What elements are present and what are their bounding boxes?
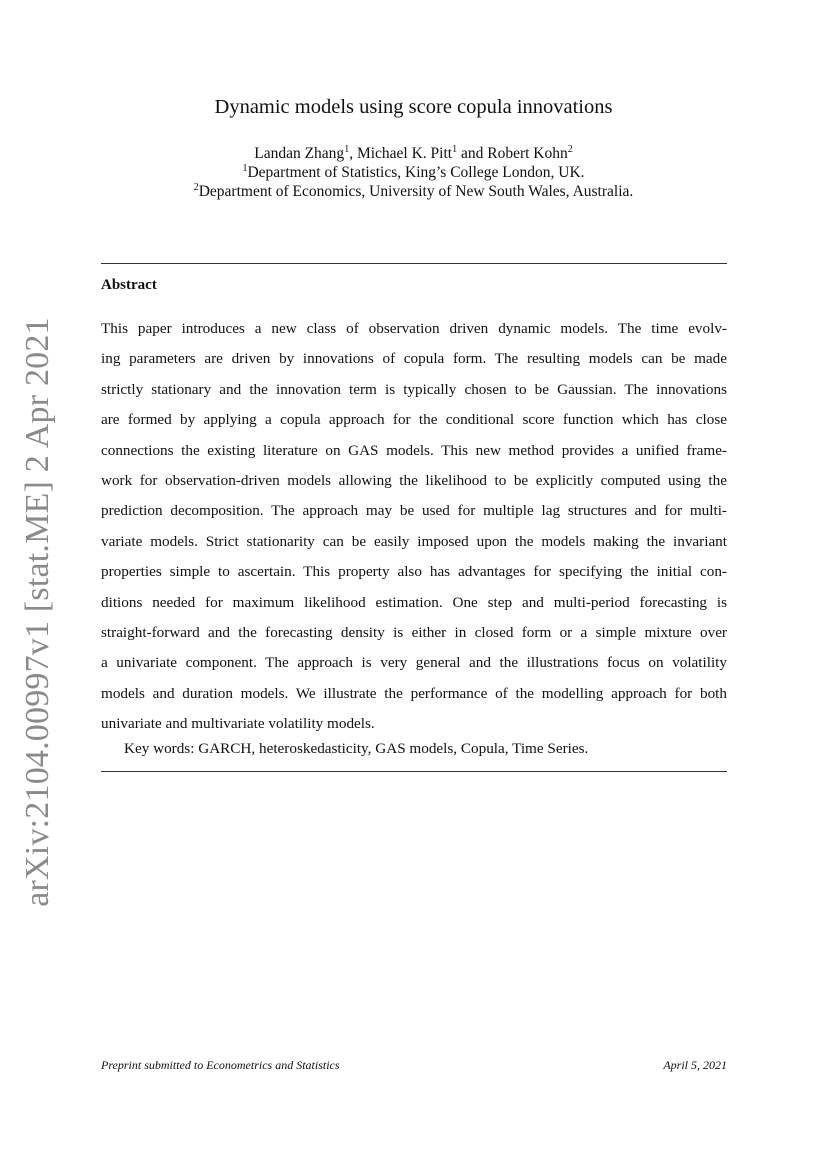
author-name: Michael K. Pitt xyxy=(356,145,453,162)
affiliation-mark: 1 xyxy=(242,163,248,174)
abstract-line: models and duration models. We illustrate the performance of the modelling approach for both xyxy=(101,684,727,702)
abstract-top-rule xyxy=(101,263,727,264)
affiliation-text: Department of Economics, University of New South Wales, Australia. xyxy=(198,183,634,200)
affiliation-text: Department of Statistics, King’s College London, UK. xyxy=(247,164,585,181)
author-affiliation-mark: 2 xyxy=(567,144,573,155)
abstract-line: variate models. Strict stationarity can be easily imposed upon the models making the invariant xyxy=(101,532,727,550)
arxiv-identifier-stamp: arXiv:2104.00997v1 [stat.ME] 2 Apr 2021 xyxy=(19,317,56,907)
author-separator: , xyxy=(349,145,357,162)
author-names xyxy=(0,144,827,163)
footer-date: April 5, 2021 xyxy=(663,1058,727,1072)
abstract-line: univariate and multivariate volatility models. xyxy=(101,715,375,733)
author-affiliation-mark: 1 xyxy=(452,144,458,155)
abstract-line: work for observation-driven models allowing the likelihood to be explicitly computed using the xyxy=(101,471,727,489)
abstract-line: ditions needed for maximum likelihood estimation. One step and multi-period forecasting is xyxy=(101,593,727,611)
author-separator: and xyxy=(457,145,488,162)
affiliation-line xyxy=(0,182,827,201)
author-name: Robert Kohn xyxy=(487,145,568,162)
abstract-line: strictly stationary and the innovation term is typically chosen to be Gaussian. The innovations xyxy=(101,380,727,398)
abstract-line: connections the existing literature on GAS models. This new method provides a unified frame- xyxy=(101,441,727,459)
abstract-heading: Abstract xyxy=(101,277,157,293)
affiliation-mark: 2 xyxy=(193,182,199,193)
abstract-line: are formed by applying a copula approach for the conditional score function which has close xyxy=(101,411,727,429)
abstract-line: ing parameters are driven by innovations of copula form. The resulting models can be made xyxy=(101,350,727,368)
author-affiliation-mark: 1 xyxy=(344,144,350,155)
paper-title: Dynamic models using score copula innovations xyxy=(214,96,613,118)
abstract-line: a univariate component. The approach is very general and the illustrations focus on volatility xyxy=(101,654,727,672)
abstract-line: prediction decomposition. The approach may be used for multiple lag structures and for multi- xyxy=(101,502,727,520)
abstract-bottom-rule xyxy=(101,771,727,772)
keywords: Key words: GARCH, heteroskedasticity, GAS models, Copula, Time Series. xyxy=(124,740,589,757)
abstract-line: This paper introduces a new class of observation driven dynamic models. The time evolv- xyxy=(101,320,727,337)
preprint-note: Preprint submitted to Econometrics and Statistics xyxy=(101,1058,340,1072)
author-block xyxy=(0,144,827,201)
abstract-line: straight-forward and the forecasting density is either in closed form or a simple mixture over xyxy=(101,623,727,641)
abstract-line: properties simple to ascertain. This property also has advantages for specifying the initial con- xyxy=(101,563,727,581)
author-name: Landan Zhang xyxy=(254,145,345,162)
abstract-body xyxy=(101,314,727,739)
affiliation-line xyxy=(0,163,827,182)
